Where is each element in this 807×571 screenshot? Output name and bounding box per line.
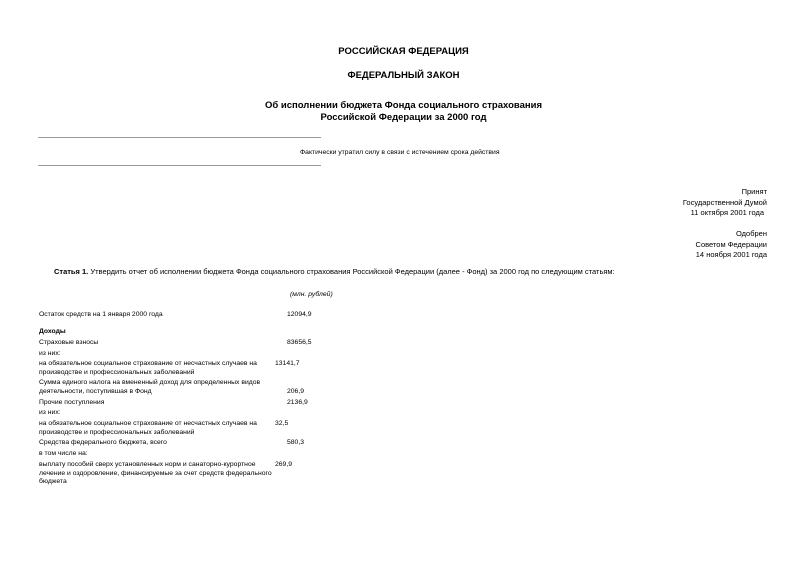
row-value-accident-1: 13141,7	[275, 360, 300, 367]
divider-bottom	[38, 165, 321, 166]
adopted-by: Государственной Думой	[682, 197, 767, 207]
article-1-label: Статья 1.	[54, 267, 89, 276]
adopted-label: Принят	[741, 187, 767, 196]
row-value-accident-2: 32,5	[275, 420, 289, 427]
row-label-single-tax: Сумма единого налога на вмененный доход для определенных видов деятельности, поступившая в Фонд	[39, 379, 261, 395]
row-label-other-income: Прочие поступления	[39, 399, 105, 406]
row-value-opening-balance: 12094,9	[287, 311, 312, 318]
row-value-insurance: 83656,5	[287, 339, 312, 346]
row-of-which-1: из них:	[39, 350, 61, 357]
row-label-accident-2: на обязательное социальное страхование от несчастных случаев на производстве и профессиональных заболеваний	[39, 420, 257, 436]
row-value-single-tax: 206,9	[287, 388, 305, 395]
row-label-accident-1: на обязательное социальное страхование от несчастных случаев на производстве и профессиональных заболеваний	[39, 360, 257, 376]
article-1	[54, 267, 774, 276]
status-note: Фактически утратил силу в связи с истечением срока действия	[300, 149, 500, 156]
adopted-date: 11 октября 2001 года	[690, 208, 764, 217]
units-note: (млн. рублей)	[290, 291, 333, 298]
row-label-federal-budget: Средства федерального бюджета, всего	[39, 439, 167, 446]
divider-top	[38, 137, 321, 138]
adoption-block	[567, 187, 767, 219]
section-heading-income: Доходы	[39, 328, 66, 335]
row-label-insurance: Страховые взносы	[39, 339, 99, 346]
title-line-2: Российской Федерации за 2000 год	[320, 112, 487, 123]
row-value-federal-budget: 580,3	[287, 439, 305, 446]
approved-label: Одобрен	[736, 229, 767, 238]
document-title	[0, 100, 807, 124]
row-label-benefits: выплату пособий сверх установленных норм и санаторно-курортное лечение и оздоровление, финансируемые за счет средств федерального бюджета	[39, 461, 272, 486]
approved-date: 14 ноября 2001 года	[695, 250, 767, 259]
article-1-text: Утвердить отчет об исполнении бюджета Фонда социального страхования Российской Федерации (далее - Фонд) за 2000 год по следующим статьям:	[90, 267, 615, 276]
approval-block	[567, 229, 767, 261]
row-of-which-2: из них:	[39, 409, 61, 416]
row-label-opening-balance: Остаток средств на 1 января 2000 года	[39, 311, 163, 318]
row-value-benefits: 269,9	[275, 461, 293, 468]
row-including: в том числе на:	[39, 450, 88, 457]
row-value-other-income: 2136,9	[287, 399, 308, 406]
approved-by: Советом Федерации	[695, 239, 767, 249]
document-type: ФЕДЕРАЛЬНЫЙ ЗАКОН	[347, 70, 460, 81]
country-heading: РОССИЙСКАЯ ФЕДЕРАЦИЯ	[338, 46, 469, 57]
title-line-1: Об исполнении бюджета Фонда социального страхования	[264, 100, 542, 111]
